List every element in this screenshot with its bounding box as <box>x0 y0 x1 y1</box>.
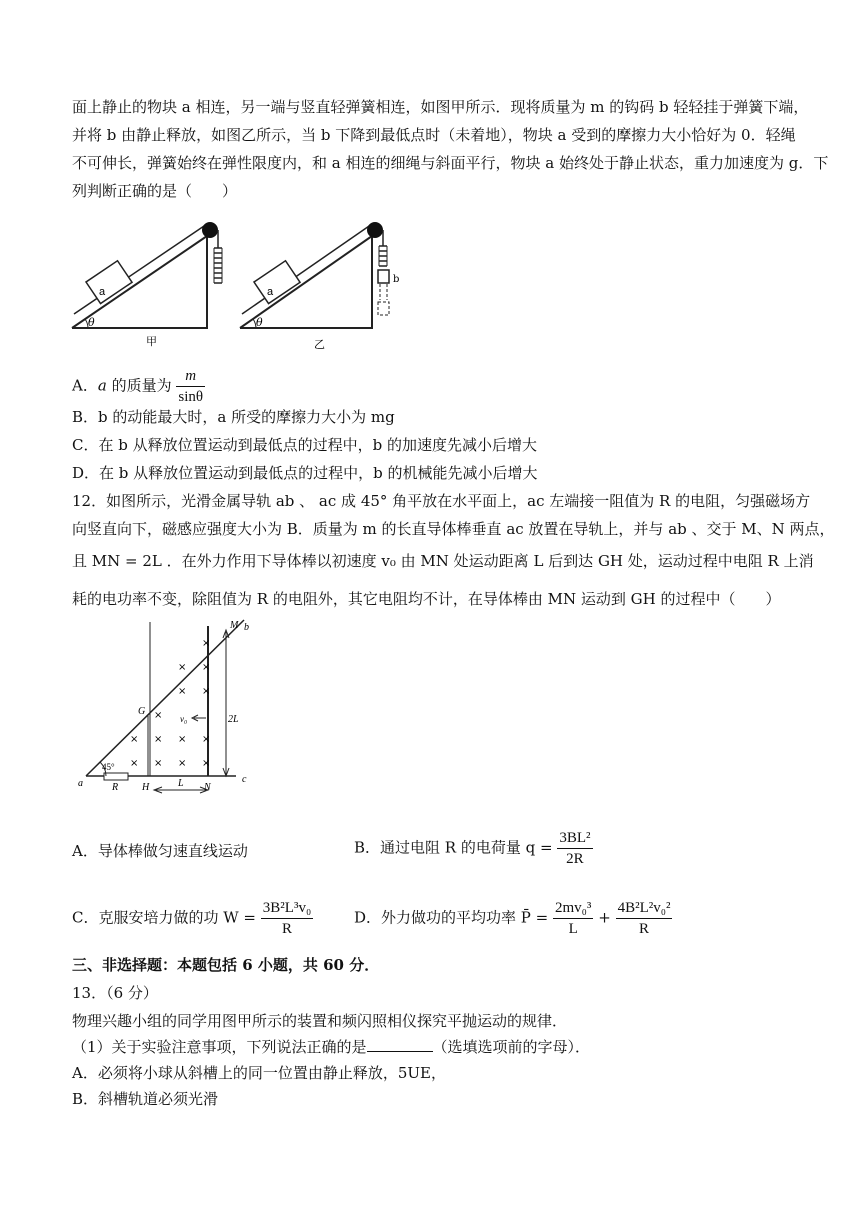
label-g: G <box>138 706 146 717</box>
svg-text:×: × <box>202 686 211 697</box>
caption-yi: 乙 <box>314 338 325 351</box>
q12-option-d <box>354 898 672 939</box>
spring-icon <box>379 246 387 266</box>
q13-sub-question-1 <box>72 1036 802 1058</box>
option-d-prefix: D．外力做功的平均功率 P̄ = <box>354 908 549 927</box>
svg-text:×: × <box>178 758 187 769</box>
q12-line-1: 12．如图所示，光滑金属导轨 ab 、 ac 成 45° 角平放在水平面上，ac 左端接一阻值为 R 的电阻，匀强磁场方 <box>72 492 811 510</box>
svg-text:×: × <box>178 686 187 697</box>
q12-line-2: 向竖直向下，磁感应强度大小为 B．质量为 m 的长直导体棒垂直 ac 放置在导轨上，并与 ab 、交于 M、N 两点， <box>72 520 835 538</box>
rail-ab <box>86 620 244 776</box>
q13-option-a: A．必须将小球从斜槽上的同一位置由静止释放，5UE， <box>72 1064 446 1082</box>
option-a-text: 的质量为 <box>106 376 172 395</box>
q12-option-c <box>72 898 313 939</box>
q13-sub1-text-a: （1）关于实验注意事项，下列说法正确的是 <box>72 1038 367 1056</box>
section-heading: 三、非选择题：本题包括 6 小题，共 60 分． <box>72 956 380 974</box>
q13-sub1-text-b: （选填选项前的字母）． <box>432 1038 591 1056</box>
label-r: R <box>112 782 119 793</box>
svg-text:×: × <box>202 758 211 769</box>
fraction-numerator: 4B²L²v₀² <box>616 898 673 919</box>
q12-option-b <box>354 828 593 869</box>
svg-text:×: × <box>154 710 163 721</box>
figure-12-rail-diagram <box>76 618 256 800</box>
block-a <box>86 261 132 304</box>
caption-jia: 甲 <box>146 335 157 348</box>
intro-line-4: 列判断正确的是（ ） <box>72 182 238 200</box>
q13-option-b: B．斜槽轨道必须光滑 <box>72 1090 219 1108</box>
svg-text:×: × <box>202 638 211 649</box>
fraction-numerator: 2mv₀³ <box>553 898 593 919</box>
resistor-r <box>104 773 128 780</box>
block-a-label: a <box>99 286 106 298</box>
intro-line-3: 不可伸长，弹簧始终在弹性限度内，和 a 相连的细绳与斜面平行，物块 a 始终处于静止状态，重力加速度为 g．下 <box>72 154 829 172</box>
intro-line-2: 并将 b 由静止释放，如图乙所示，当 b 下降到最低点时（未着地），物块 a 受到的摩擦力大小恰好为 0．轻绳 <box>72 126 796 144</box>
svg-text:×: × <box>202 662 211 673</box>
angle-label-jia: θ <box>88 316 95 329</box>
label-h: H <box>142 782 150 793</box>
label-m: M <box>230 620 239 631</box>
label-2l: 2L <box>228 714 239 725</box>
pulley-icon <box>202 222 218 238</box>
fraction-denominator: L <box>568 921 578 937</box>
fraction-denominator: R <box>281 921 292 937</box>
svg-text:×: × <box>154 734 163 745</box>
option-a-var: a <box>97 376 107 395</box>
plus-sign: + <box>598 908 611 927</box>
hook-mass-b <box>378 270 389 283</box>
fraction-power-1 <box>553 898 593 939</box>
svg-text:×: × <box>178 734 187 745</box>
q12-line-4: 耗的电功率不变，除阻值为 R 的电阻外，其它电阻均不计，在导体棒由 MN 运动到 GH 的过程中（ ） <box>72 590 781 608</box>
fraction-work <box>261 898 313 939</box>
q11-option-d: D．在 b 从释放位置运动到最低点的过程中，b 的机械能先减小后增大 <box>72 464 538 482</box>
q11-option-b: B．b 的动能最大时，a 所受的摩擦力大小为 mg <box>72 408 395 426</box>
svg-text:×: × <box>130 758 139 769</box>
svg-text:×: × <box>130 734 139 745</box>
option-a-prefix: A． <box>72 376 98 395</box>
hook-b-label: b <box>393 274 400 285</box>
q12-option-a: A．导体棒做匀速直线运动 <box>72 842 248 860</box>
label-45-degree: 45° <box>102 762 115 772</box>
q11-option-c: C．在 b 从释放位置运动到最低点的过程中，b 的加速度先减小后增大 <box>72 436 537 454</box>
svg-text:×: × <box>154 758 163 769</box>
figure-yi <box>240 222 399 351</box>
answer-blank <box>367 1037 433 1052</box>
label-l: L <box>178 778 184 789</box>
figure-11-incline-diagrams <box>66 210 446 360</box>
pulley-icon <box>367 222 383 238</box>
label-n: N <box>204 782 211 793</box>
q12-line-3: 且 MN = 2L ．在外力作用下导体棒以初速度 v₀ 由 MN 处运动距离 L 后到达 GH 处，运动过程中电阻 R 上消 <box>72 552 814 570</box>
option-c-prefix: C．克服安培力做的功 W = <box>72 908 256 927</box>
label-v0: v₀ <box>180 714 188 724</box>
svg-text:×: × <box>202 734 211 745</box>
fraction-denominator: sinθ <box>178 389 204 405</box>
label-a: a <box>78 778 83 789</box>
fraction-numerator: 3B²L³v₀ <box>261 898 313 919</box>
option-b-prefix: B．通过电阻 R 的电荷量 q = <box>354 838 553 857</box>
magnetic-field-crosses <box>130 638 210 769</box>
fraction-numerator: 3BL² <box>557 828 592 849</box>
q13-line-1: 物理兴趣小组的同学用图甲所示的装置和频闪照相仪探究平抛运动的规律． <box>72 1012 568 1030</box>
fraction-charge <box>557 828 592 869</box>
label-b: b <box>244 622 249 633</box>
fraction-numerator: m <box>176 366 205 387</box>
lowest-position-b <box>378 302 389 315</box>
figure-jia <box>72 222 222 348</box>
fraction-denominator: R <box>639 921 650 937</box>
intro-line-1: 面上静止的物块 a 相连，另一端与竖直轻弹簧相连，如图甲所示．现将质量为 m 的钩码 b 轻轻挂于弹簧下端， <box>72 98 809 116</box>
label-c: c <box>242 774 247 785</box>
fraction-denominator: 2R <box>566 851 584 867</box>
q11-option-a <box>72 366 205 407</box>
block-a-label: a <box>267 286 274 298</box>
q13-title: 13．（6 分） <box>72 984 158 1002</box>
fraction-m-over-sin <box>176 366 205 407</box>
block-a <box>254 261 300 304</box>
fraction-power-2 <box>616 898 673 939</box>
spring-icon <box>214 248 222 283</box>
angle-label-yi: θ <box>256 316 263 329</box>
svg-text:×: × <box>178 662 187 673</box>
